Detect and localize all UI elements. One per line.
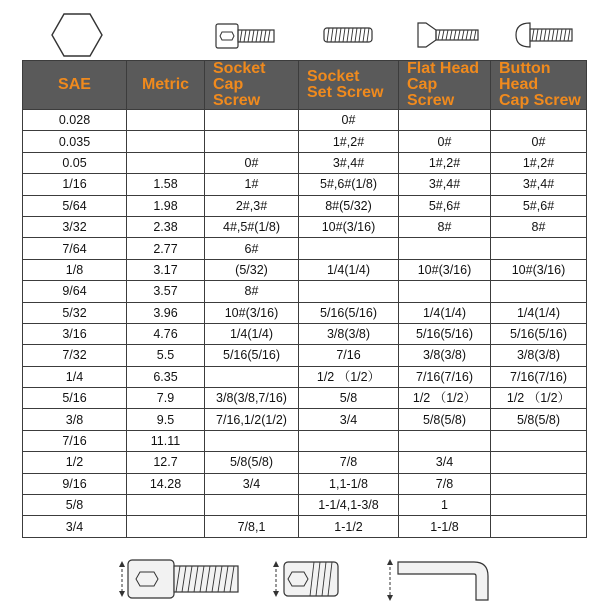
table-row: [23, 131, 587, 152]
header-flat-head-line1: Flat Head: [407, 60, 480, 77]
cell-sae: 5/64: [23, 195, 127, 216]
cell-button-head: 0#: [491, 131, 587, 152]
cell-sae: 0.035: [23, 131, 127, 152]
table-row: [23, 323, 587, 344]
cell-metric: [127, 131, 205, 152]
cell-flat-head: 1/2 （1/2）: [399, 388, 491, 409]
cell-socket-cap: 1#: [205, 174, 299, 195]
cell-metric: [127, 516, 205, 537]
table-row: [23, 174, 587, 195]
cell-sae: 9/64: [23, 281, 127, 302]
cell-metric: 2.38: [127, 216, 205, 237]
cell-button-head: 3#,4#: [491, 174, 587, 195]
size-chart-table: [22, 60, 587, 538]
table-header-row: [23, 61, 587, 110]
cell-socket-set: 1-1/2: [299, 516, 399, 537]
set-screw-measure-icon: [270, 554, 344, 604]
cell-button-head: [491, 516, 587, 537]
cell-flat-head: 10#(3/16): [399, 259, 491, 280]
cell-button-head: [491, 238, 587, 259]
cell-socket-cap: 1/4(1/4): [205, 323, 299, 344]
cell-flat-head: 7/8: [399, 473, 491, 494]
cell-flat-head: 1-1/8: [399, 516, 491, 537]
cell-button-head: [491, 430, 587, 451]
cell-metric: 9.5: [127, 409, 205, 430]
cell-metric: 3.96: [127, 302, 205, 323]
header-flat-head-line2: Cap Screw: [407, 76, 455, 109]
cell-sae: 1/16: [23, 174, 127, 195]
cell-button-head: [491, 281, 587, 302]
header-socket-set-line1: Socket: [307, 68, 360, 85]
cell-socket-cap: [205, 110, 299, 131]
table-row: [23, 302, 587, 323]
cell-socket-cap: 4#,5#(1/8): [205, 216, 299, 237]
cell-socket-set: 1#,2#: [299, 131, 399, 152]
cell-button-head: 1/2 （1/2）: [491, 388, 587, 409]
cell-socket-set: [299, 281, 399, 302]
cell-button-head: [491, 495, 587, 516]
table-row: [23, 195, 587, 216]
cell-socket-cap: [205, 430, 299, 451]
table-body: [23, 110, 587, 538]
cell-sae: 3/32: [23, 216, 127, 237]
header-socket-cap-line1: Socket: [213, 60, 266, 77]
header-button-head-line1: Button Head: [499, 60, 551, 93]
cap-screw-measure-icon: [118, 554, 244, 604]
table-row: [23, 110, 587, 131]
cell-socket-set: 3/4: [299, 409, 399, 430]
header-socket-cap-screw: [205, 61, 299, 110]
cell-flat-head: [399, 281, 491, 302]
cell-socket-cap: 6#: [205, 238, 299, 259]
table-row: [23, 409, 587, 430]
cell-socket-set: 1/2 （1/2）: [299, 366, 399, 387]
cell-metric: 3.17: [127, 259, 205, 280]
table-row: [23, 430, 587, 451]
table-row: [23, 281, 587, 302]
cell-metric: 2.77: [127, 238, 205, 259]
cell-sae: 5/32: [23, 302, 127, 323]
cell-flat-head: 1: [399, 495, 491, 516]
cell-button-head: 3/8(3/8): [491, 345, 587, 366]
cell-flat-head: 5/8(5/8): [399, 409, 491, 430]
cell-socket-set: 1/4(1/4): [299, 259, 399, 280]
set-screw-icon: [322, 24, 374, 46]
cell-socket-cap: 8#: [205, 281, 299, 302]
cell-flat-head: 3/8(3/8): [399, 345, 491, 366]
screw-icon-row: [0, 0, 612, 60]
cell-socket-set: 3/8(3/8): [299, 323, 399, 344]
cell-sae: 5/8: [23, 495, 127, 516]
cell-socket-set: 5#,6#(1/8): [299, 174, 399, 195]
cell-button-head: 5/16(5/16): [491, 323, 587, 344]
cell-sae: 0.028: [23, 110, 127, 131]
cell-sae: 1/4: [23, 366, 127, 387]
header-socket-cap-line2: Cap Screw: [213, 76, 261, 109]
cell-socket-cap: [205, 366, 299, 387]
table-row: [23, 473, 587, 494]
cell-button-head: [491, 110, 587, 131]
measure-icon-row: [0, 546, 612, 612]
table-row: [23, 516, 587, 537]
cell-button-head: 8#: [491, 216, 587, 237]
cell-metric: 6.35: [127, 366, 205, 387]
cell-sae: 7/32: [23, 345, 127, 366]
cell-socket-set: 0#: [299, 110, 399, 131]
cell-socket-cap: [205, 495, 299, 516]
button-head-screw-icon: [514, 20, 576, 50]
cell-flat-head: [399, 110, 491, 131]
cell-socket-cap: 7/16,1/2(1/2): [205, 409, 299, 430]
cell-metric: 14.28: [127, 473, 205, 494]
cell-button-head: [491, 452, 587, 473]
header-metric: Metric: [127, 61, 205, 110]
cell-metric: [127, 495, 205, 516]
cell-sae: 1/8: [23, 259, 127, 280]
cell-socket-set: 1-1/4,1-3/8: [299, 495, 399, 516]
cell-socket-cap: 10#(3/16): [205, 302, 299, 323]
cell-socket-set: 3#,4#: [299, 152, 399, 173]
cell-sae: 5/16: [23, 388, 127, 409]
header-sae: SAE: [23, 61, 127, 110]
cell-button-head: 7/16(7/16): [491, 366, 587, 387]
cell-socket-set: 1,1-1/8: [299, 473, 399, 494]
hexagon-icon: [50, 12, 104, 58]
cell-socket-set: [299, 238, 399, 259]
cell-flat-head: 5/16(5/16): [399, 323, 491, 344]
cell-flat-head: 1/4(1/4): [399, 302, 491, 323]
table-row: [23, 452, 587, 473]
flat-head-screw-icon: [416, 20, 482, 50]
cell-metric: 11.11: [127, 430, 205, 451]
table-row: [23, 366, 587, 387]
cell-metric: 12.7: [127, 452, 205, 473]
cell-socket-cap: (5/32): [205, 259, 299, 280]
cell-flat-head: 1#,2#: [399, 152, 491, 173]
cell-metric: [127, 152, 205, 173]
cell-socket-set: 5/16(5/16): [299, 302, 399, 323]
cell-flat-head: 7/16(7/16): [399, 366, 491, 387]
header-button-head-line2: Cap Screw: [499, 92, 581, 109]
cell-socket-set: 7/16: [299, 345, 399, 366]
cell-socket-cap: 5/8(5/8): [205, 452, 299, 473]
cell-sae: 7/16: [23, 430, 127, 451]
cell-flat-head: 3/4: [399, 452, 491, 473]
cell-button-head: [491, 473, 587, 494]
cell-sae: 3/4: [23, 516, 127, 537]
hex-key-measure-icon: [384, 554, 494, 604]
cell-metric: 4.76: [127, 323, 205, 344]
cell-flat-head: 0#: [399, 131, 491, 152]
cell-socket-cap: 0#: [205, 152, 299, 173]
cell-socket-cap: 2#,3#: [205, 195, 299, 216]
header-button-head-cap-screw: [491, 61, 587, 110]
cell-metric: 3.57: [127, 281, 205, 302]
cell-sae: 3/16: [23, 323, 127, 344]
cell-metric: 7.9: [127, 388, 205, 409]
header-flat-head-cap-screw: [399, 61, 491, 110]
table-row: [23, 238, 587, 259]
cell-button-head: 1/4(1/4): [491, 302, 587, 323]
table-row: [23, 495, 587, 516]
cell-flat-head: 3#,4#: [399, 174, 491, 195]
cell-button-head: 5/8(5/8): [491, 409, 587, 430]
header-socket-set-screw: [299, 61, 399, 110]
cell-button-head: 5#,6#: [491, 195, 587, 216]
cell-flat-head: 8#: [399, 216, 491, 237]
cell-socket-set: 7/8: [299, 452, 399, 473]
cell-socket-set: 5/8: [299, 388, 399, 409]
cell-socket-set: 10#(3/16): [299, 216, 399, 237]
table-row: [23, 259, 587, 280]
cell-metric: [127, 110, 205, 131]
socket-cap-screw-icon: [214, 20, 276, 52]
cell-sae: 9/16: [23, 473, 127, 494]
cell-sae: 0.05: [23, 152, 127, 173]
table-row: [23, 216, 587, 237]
cell-socket-set: 8#(5/32): [299, 195, 399, 216]
cell-metric: 1.98: [127, 195, 205, 216]
cell-flat-head: [399, 238, 491, 259]
cell-socket-cap: 7/8,1: [205, 516, 299, 537]
cell-socket-cap: 3/8(3/8,7/16): [205, 388, 299, 409]
cell-sae: 7/64: [23, 238, 127, 259]
cell-button-head: 1#,2#: [491, 152, 587, 173]
cell-socket-set: [299, 430, 399, 451]
table-row: [23, 345, 587, 366]
cell-socket-cap: 3/4: [205, 473, 299, 494]
cell-sae: 1/2: [23, 452, 127, 473]
cell-socket-cap: [205, 131, 299, 152]
cell-flat-head: 5#,6#: [399, 195, 491, 216]
table-row: [23, 152, 587, 173]
cell-button-head: 10#(3/16): [491, 259, 587, 280]
cell-sae: 3/8: [23, 409, 127, 430]
cell-flat-head: [399, 430, 491, 451]
cell-metric: 1.58: [127, 174, 205, 195]
cell-metric: 5.5: [127, 345, 205, 366]
cell-socket-cap: 5/16(5/16): [205, 345, 299, 366]
table-row: [23, 388, 587, 409]
header-socket-set-line2: Set Screw: [307, 84, 384, 101]
